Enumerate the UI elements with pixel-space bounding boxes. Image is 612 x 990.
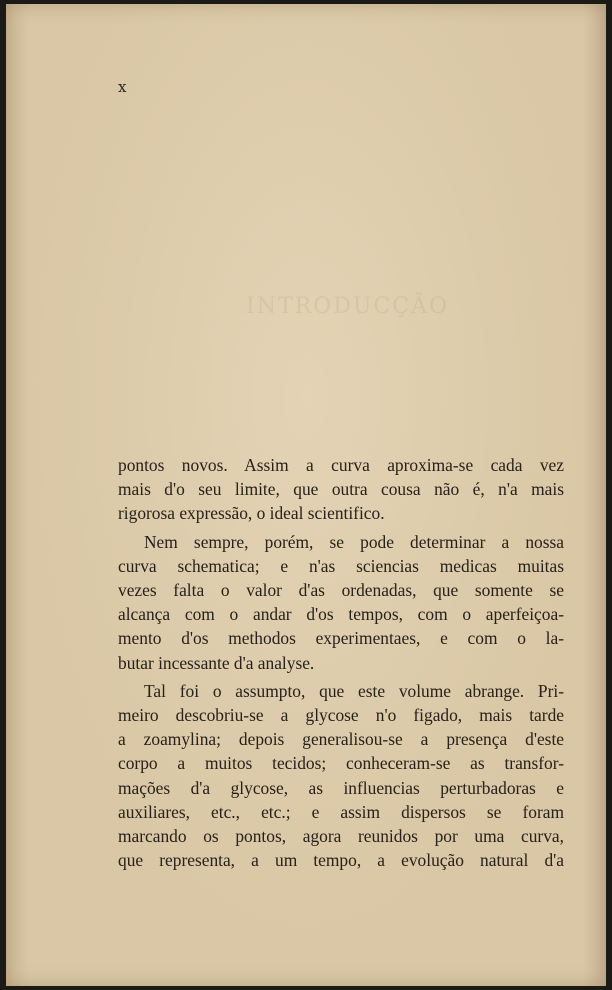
text-line: mais d'o seu limite, que outra cousa não é, n'a mais	[118, 479, 564, 500]
text-line: a zoamylina; depois generalisou-se a presença d'este	[118, 729, 564, 750]
text-line: vezes falta o valor d'as ordenadas, que somente se	[118, 580, 564, 601]
text-line: curva schematica; e n'as sciencias medicas muitas	[118, 555, 564, 576]
text-line: butar incessante d'a analyse.	[118, 652, 315, 673]
text-line: marcando os pontos, agora reunidos por uma curva,	[118, 826, 564, 847]
text-line: que representa, a um tempo, a evolução natural d'a	[118, 850, 564, 871]
text-line: alcança com o andar d'os tempos, com o aperfeiçoa-	[118, 604, 564, 625]
paragraph	[118, 530, 564, 675]
paragraph	[118, 679, 564, 873]
paragraph	[118, 453, 564, 526]
text-line: mento d'os methodos experimentaes, e com o la-	[118, 628, 564, 649]
text-line: auxiliares, etc., etc.; e assim dispersos se foram	[118, 801, 564, 822]
text-line: rigorosa expressão, o ideal scientifico.	[118, 503, 385, 524]
text-line: meiro descobriu-se a glycose n'o figado, mais tarde	[118, 705, 564, 726]
page-number: x	[118, 78, 127, 96]
text-line: Tal foi o assumpto, que este volume abrange. Pri-	[144, 680, 564, 701]
text-line: Nem sempre, porém, se pode determinar a nossa	[144, 531, 564, 552]
book-page	[6, 4, 606, 986]
body-text	[118, 453, 564, 872]
text-line: mações d'a glycose, as influencias perturbadoras e	[118, 777, 564, 798]
text-line: pontos novos. Assim a curva aproxima-se cada vez	[118, 455, 564, 475]
text-line: corpo a muitos tecidos; conheceram-se as transfor-	[118, 753, 564, 774]
show-through-heading: INTRODUCÇÃO	[246, 294, 449, 319]
